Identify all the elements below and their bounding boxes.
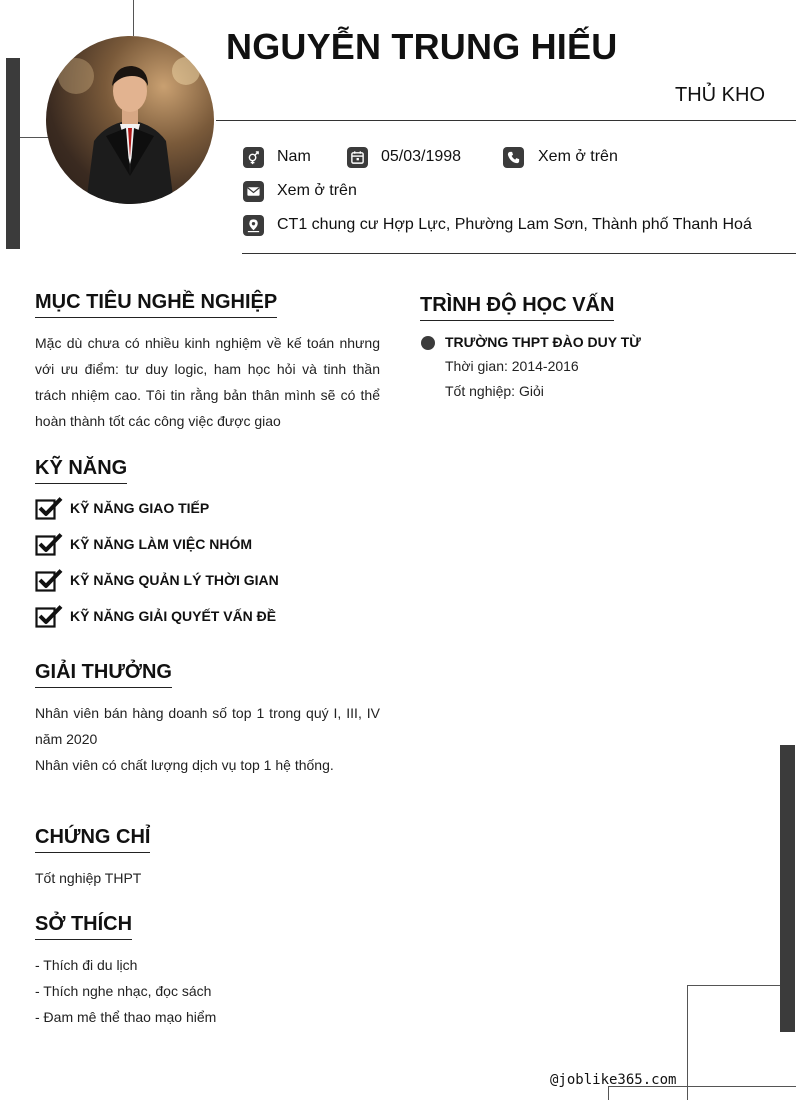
education-grade: Tốt nghiệp: Giỏi [445,383,544,399]
phone-text: Xem ở trên [538,148,618,165]
decor-corner-tick [608,1086,609,1100]
skill-label: KỸ NĂNG GIẢI QUYẾT VẤN ĐỀ [70,608,277,624]
address-text: CT1 chung cư Hợp Lực, Phường Lam Sơn, Thành phố Thanh Hoá [277,216,752,233]
email-text: Xem ở trên [277,182,357,199]
skill-item [35,568,279,592]
bullet-dot-icon [421,336,435,350]
objective-text: Mặc dù chưa có nhiều kinh nghiệm về kế toán nhưng với ưu điểm: tư duy logic, ham học hỏi và tinh thần trách nhiệm cao. Tôi tin rằng bản thân mình sẽ có thể hoàn thành tốt các công việc được giao [35,335,380,429]
awards-text [35,700,380,778]
email-icon [243,181,264,202]
certificate-text: Tốt nghiệp THPT [35,870,142,886]
award-item: Nhân viên bán hàng doanh số top 1 trong quý I, III, IV năm 2020 [35,705,380,747]
checkbox-checked-icon [35,532,63,556]
decor-line-avatar [20,137,50,138]
candidate-name: NGUYỄN TRUNG HIẾU [226,26,618,67]
checkbox-checked-icon [35,568,63,592]
decor-bar-left [6,58,20,249]
skill-label: KỸ NĂNG LÀM VIỆC NHÓM [70,536,252,552]
header-divider [216,120,796,121]
award-item: Nhân viên có chất lượng dịch vụ top 1 hệ thống. [35,757,334,773]
gender-text: Nam [277,148,311,165]
gender-icon [243,147,264,168]
hobbies-list [35,957,216,1035]
job-title: THỦ KHO [675,84,765,106]
phone-icon [503,147,524,168]
skills-title: KỸ NĂNG [35,457,127,484]
skill-item [35,532,279,556]
avatar-portrait [46,36,214,204]
education-time: Thời gian: 2014-2016 [445,358,579,374]
hobbies-title: SỞ THÍCH [35,913,132,940]
skill-item [35,604,279,628]
calendar-icon [347,147,368,168]
birthday-text: 05/03/1998 [381,148,462,165]
location-icon [243,215,264,236]
hobby-item: - Thích đi du lịch [35,957,138,973]
decor-bar-right [780,745,795,1032]
checkbox-checked-icon [35,496,63,520]
objective-title: MỤC TIÊU NGHỀ NGHIỆP [35,291,277,318]
avatar [46,36,214,204]
education-title: TRÌNH ĐỘ HỌC VẤN [420,294,614,321]
hobby-item: - Thích nghe nhạc, đọc sách [35,983,212,999]
certificates-title: CHỨNG CHỈ [35,826,150,853]
hobby-item: - Đam mê thể thao mạo hiểm [35,1009,217,1025]
education-school: TRƯỜNG THPT ĐÀO DUY TỪ [445,334,641,350]
skill-item [35,496,279,520]
watermark: @joblike365.com [550,1072,677,1088]
decor-corner-box [687,985,780,1100]
awards-title: GIẢI THƯỞNG [35,661,172,688]
skill-label: KỸ NĂNG QUẢN LÝ THỜI GIAN [70,572,279,588]
contact-divider [242,253,796,254]
skill-label: KỸ NĂNG GIAO TIẾP [70,500,210,516]
skills-list [35,496,279,628]
checkbox-checked-icon [35,604,63,628]
decor-line-top [133,0,134,36]
